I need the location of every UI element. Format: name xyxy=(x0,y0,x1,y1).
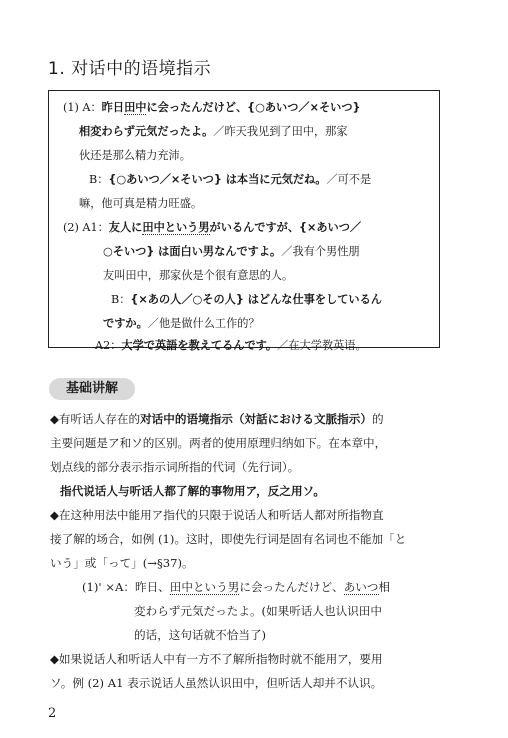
body-text: (1)' ×A：昨日、 xyxy=(82,580,170,594)
body-text: 変わらず元気だったよ。(如果听话人也认识田中 xyxy=(134,604,382,618)
example-line xyxy=(63,99,361,115)
body-line xyxy=(50,411,384,427)
example-text: がいるんですが、{×あいつ／ xyxy=(209,221,362,234)
body-text: ◆在这种用法中能用ア指代的只限于说话人和听话人都对所指物直 xyxy=(50,508,384,522)
example-text: ／在大学教英语。 xyxy=(277,339,367,352)
body-line xyxy=(50,459,299,475)
example-line xyxy=(79,123,348,139)
body-text: あいつ xyxy=(343,580,379,594)
example-text: B： xyxy=(111,293,131,306)
example-text: 友叫田中，那家伙是个很有意思的人。 xyxy=(103,269,294,282)
example-text: 友人に xyxy=(108,221,143,234)
example-text: 相変わらず元気だったよ。 xyxy=(79,125,214,138)
body-text: 相 xyxy=(378,580,391,594)
example-text: 昨日 xyxy=(101,101,125,114)
body-text: 对话中的语境指示（対話における文脈指示） xyxy=(140,412,372,426)
body-line xyxy=(50,507,384,523)
body-text: 的 xyxy=(371,412,384,426)
example-text: ／可不是 xyxy=(326,173,372,186)
example-text: {○あいつ／×そいつ} は本当に元気だね。 xyxy=(108,173,327,186)
example-text: 嘛，他可真是精力旺盛。 xyxy=(79,197,203,210)
body-text: 主要问题是ア和ソ的区别。两者的使用原理归纳如下。在本章中， xyxy=(50,436,387,450)
body-text: 接了解的场合，如例 (1)。这时，即使先行词是固有名词也不能加「と xyxy=(50,532,407,546)
example-text: B： xyxy=(89,173,109,186)
example-text: 田中 xyxy=(124,101,147,114)
example-line xyxy=(103,243,360,259)
body-line xyxy=(134,603,382,619)
example-text: 田中という男 xyxy=(142,221,210,234)
body-line xyxy=(50,435,386,451)
body-line xyxy=(50,531,406,547)
body-line xyxy=(50,675,382,691)
section-label-pill: 基础讲解 xyxy=(49,378,135,400)
section-heading: 1. 对话中的语境指示 xyxy=(48,59,212,79)
example-line xyxy=(103,267,293,283)
example-line xyxy=(63,219,361,235)
example-text: ○そいつ} は面白い男なんですよ。 xyxy=(103,245,282,258)
example-text: (2) A1： xyxy=(63,221,109,234)
example-text: ／昨天我见到了田中，那家 xyxy=(213,125,348,138)
body-text: 田中という男 xyxy=(169,580,240,594)
body-text: 划点线的部分表示指示词所指的代词（先行词）。 xyxy=(50,460,300,474)
example-box xyxy=(48,90,440,352)
example-text: に会ったんだけど、{○あいつ／×そいつ} xyxy=(146,101,361,114)
body-text: に会ったんだけど、 xyxy=(239,580,344,594)
example-line xyxy=(79,195,202,211)
body-line xyxy=(82,579,390,595)
body-line xyxy=(60,483,325,499)
body-line xyxy=(50,555,194,571)
example-text: A2： xyxy=(95,339,122,352)
example-text: {×あの人／○その人} はどんな仕事をしているん xyxy=(130,293,382,306)
example-line xyxy=(89,171,371,187)
body-text: いう」或「って」(→§37)。 xyxy=(50,556,194,570)
body-line xyxy=(134,627,266,643)
body-text: ◆如果说话人和听话人中有一方不了解所指物时就不能用ア，要用 xyxy=(50,652,383,666)
example-text: 大学で英語を教えてるんです。 xyxy=(121,339,278,352)
body-text: ソ。例 (2) A1 表示说话人虽然认识田中，但听话人却并不认识。 xyxy=(50,676,383,690)
page-number: 2 xyxy=(48,706,57,721)
body-text: 的话，这句话就不恰当了) xyxy=(134,628,267,642)
example-text: ですか。 xyxy=(103,317,148,330)
example-text: ／我有个男性朋 xyxy=(281,245,360,258)
example-line xyxy=(111,291,382,307)
body-text: 指代说话人与听话人都了解的事物用ア，反之用ソ。 xyxy=(60,484,325,498)
body-line xyxy=(50,651,383,667)
example-line xyxy=(103,315,260,331)
example-text: ／他是做什么工作的？ xyxy=(147,317,260,330)
example-text: 伙还是那么精力充沛。 xyxy=(79,149,191,162)
body-text: ◆有听话人存在的 xyxy=(50,412,141,426)
example-line xyxy=(95,337,367,353)
example-text: (1) A： xyxy=(63,101,102,114)
example-line xyxy=(79,147,191,163)
